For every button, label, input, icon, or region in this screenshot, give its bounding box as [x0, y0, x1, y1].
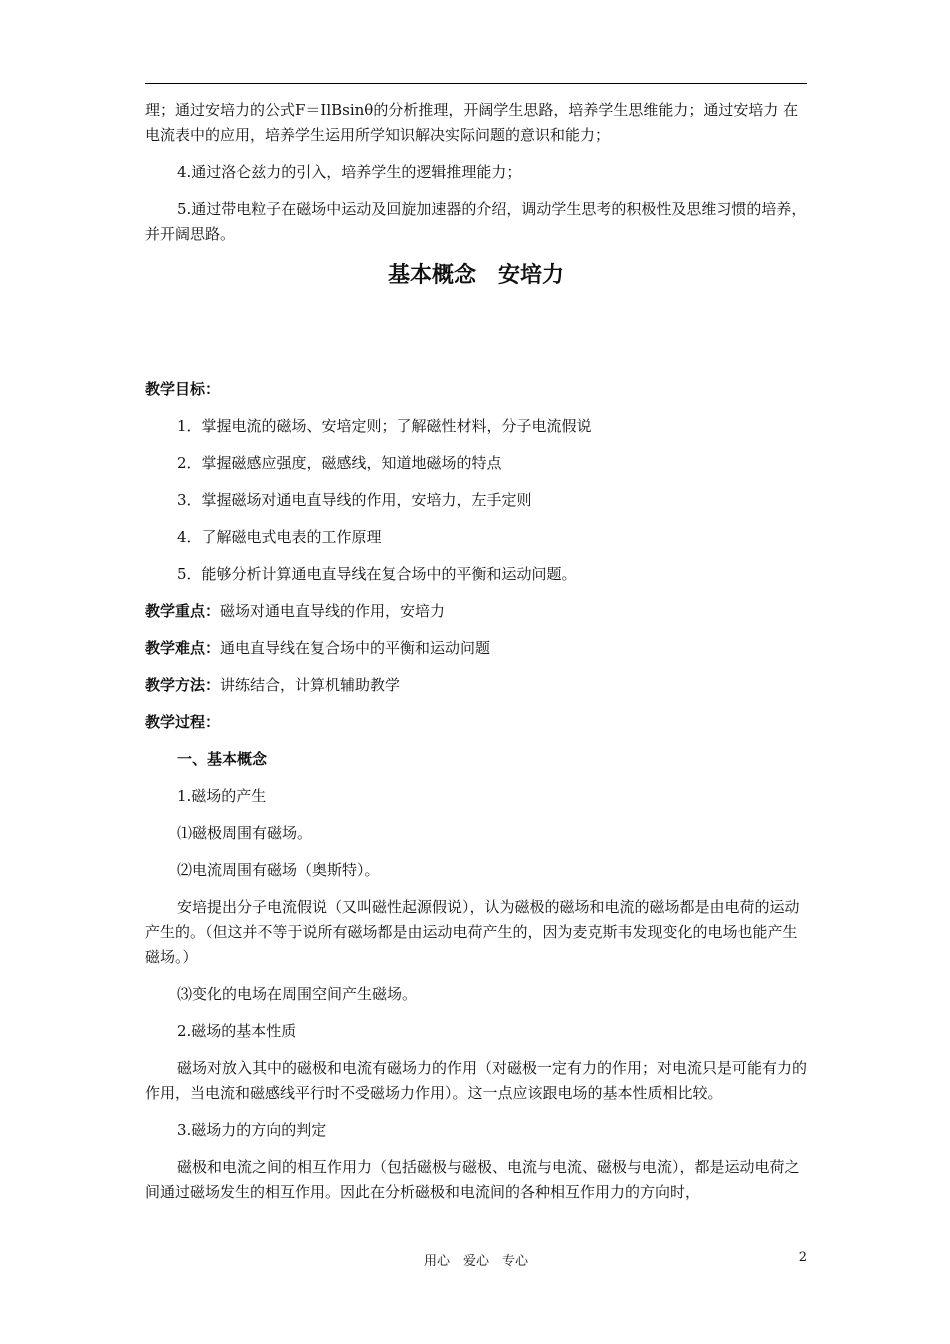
page-footer	[145, 1250, 807, 1269]
objective-item: 5．能够分析计算通电直导线在复合场中的平衡和运动问题。	[177, 565, 577, 583]
process-label: 教学过程：	[145, 713, 221, 731]
page-title: 基本概念 安培力	[387, 263, 564, 288]
list-item: ⑴磁极周围有磁场。	[177, 824, 313, 842]
difficulty	[145, 636, 807, 661]
key-point	[145, 599, 807, 624]
intro-paragraph: 理；通过安培力的公式F＝IlBsinθ的分析推理，开阔学生思路，培养学生思维能力；通过安培力 在电流表中的应用，培养学生运用所学知识解决实际问题的意识和能力；	[145, 101, 799, 144]
paragraph: 安培提出分子电流假说（又叫磁性起源假说），认为磁极的磁场和电流的磁场都是由电荷的运动产生的。（但这并不等于说所有磁场都是由运动电荷产生的，因为麦克斯韦发现变化的电场也能产生磁场。）	[145, 898, 800, 966]
objectives-label: 教学目标：	[145, 380, 221, 398]
list-item: ⑶变化的电场在周围空间产生磁场。	[177, 985, 418, 1003]
objective-item: 1．掌握电流的磁场、安培定则；了解磁性材料，分子电流假说	[177, 417, 592, 435]
method-text: 讲练结合，计算机辅助教学	[220, 676, 401, 694]
difficulty-label: 教学难点：	[145, 639, 221, 657]
subheading: 1.磁场的产生	[177, 787, 267, 805]
footer-motto: 用心 爱心 专心	[423, 1254, 528, 1269]
subheading: 2.磁场的基本性质	[177, 1022, 297, 1040]
key-point-label: 教学重点：	[145, 602, 221, 620]
paragraph: 磁极和电流之间的相互作用力（包括磁极与磁极、电流与电流、磁极与电流），都是运动电荷之间通过磁场发生的相互作用。因此在分析磁极和电流间的各种相互作用力的方向时，	[145, 1158, 800, 1201]
list-item: ⑵电流周围有磁场（奥斯特）。	[177, 861, 380, 879]
page-number: 2	[798, 1250, 807, 1265]
intro-item-5: 5.通过带电粒子在磁场中运动及回旋加速器的介绍，调动学生思考的积极性及思维习惯的培养，并开阔思路。	[145, 200, 807, 243]
header-rule	[145, 83, 807, 84]
key-point-text: 磁场对通电直导线的作用，安培力	[220, 602, 446, 620]
objective-item: 4．了解磁电式电表的工作原理	[177, 528, 382, 546]
objective-item: 2．掌握磁感应强度，磁感线，知道地磁场的特点	[177, 454, 502, 472]
method	[145, 673, 807, 698]
section-heading: 一、基本概念	[177, 750, 268, 768]
intro-item-4: 4.通过洛仑兹力的引入，培养学生的逻辑推理能力；	[177, 163, 522, 181]
objective-item: 3．掌握磁场对通电直导线的作用，安培力，左手定则	[177, 491, 532, 509]
document-body	[145, 98, 807, 1217]
subheading: 3.磁场力的方向的判定	[177, 1121, 327, 1139]
difficulty-text: 通电直导线在复合场中的平衡和运动问题	[220, 639, 491, 657]
paragraph: 磁场对放入其中的磁极和电流有磁场力的作用（对磁极一定有力的作用；对电流只是可能有力的作用，当电流和磁感线平行时不受磁场力作用）。这一点应该跟电场的基本性质相比较。	[145, 1059, 808, 1102]
method-label: 教学方法：	[145, 676, 221, 694]
